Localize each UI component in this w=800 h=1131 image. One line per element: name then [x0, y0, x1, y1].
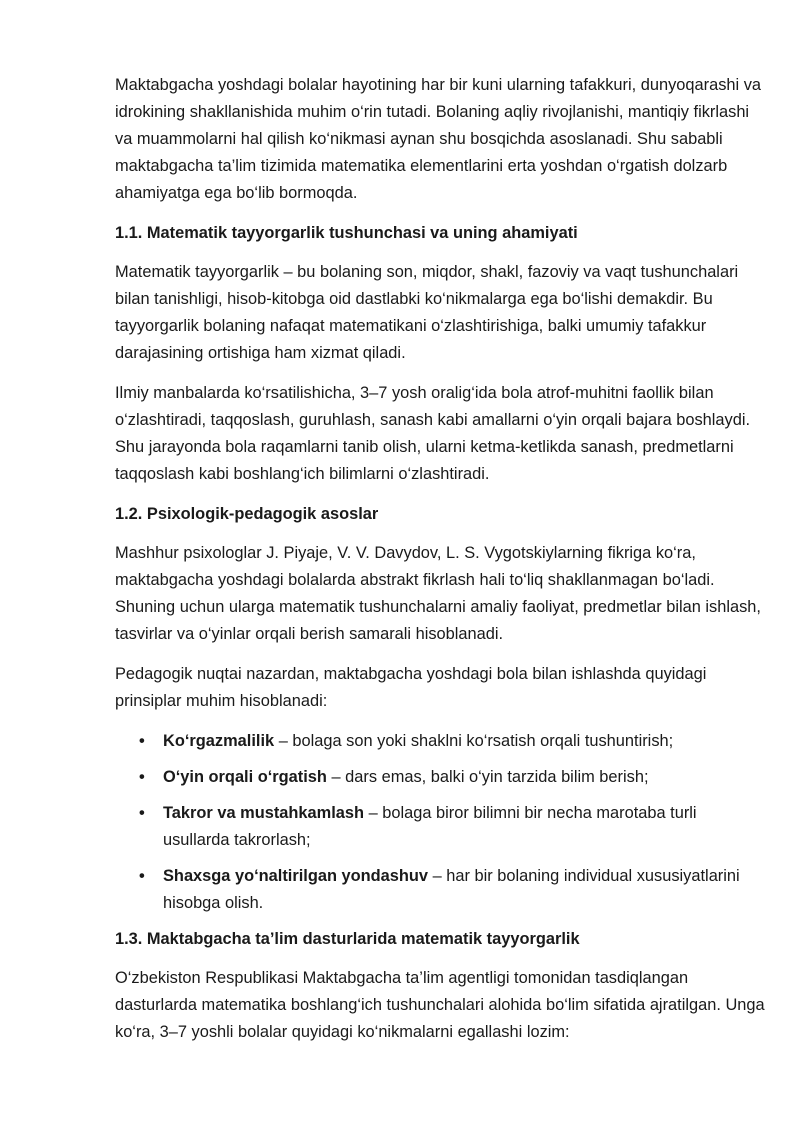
principle-description: – bolaga son yoki shaklni ko‘rsatish orqali tushuntirish;: [274, 732, 674, 750]
principle-term: Shaxsga yo‘naltirilgan yondashuv: [163, 867, 429, 885]
principles-list: [115, 728, 765, 917]
list-item: [115, 764, 765, 791]
section-1-2-paragraph-1: Mashhur psixologlar J. Piyaje, V. V. Davydov, L. S. Vygotskiylarning fikriga ko‘ra, maktabgacha yoshdagi bolalarda abstrakt fikrlash hali to‘liq shakllanmagan bo‘ladi. Shuning uchun ularga matematik tushunchalarni amaliy faoliyat, predmetlar bilan ishlash, tasvirlar va o‘yinlar orqali berish samarali hisoblanadi.: [115, 544, 761, 643]
principle-term: Ko‘rgazmalilik: [163, 732, 275, 750]
section-heading-1-2: 1.2. Psixologik-pedagogik asoslar: [115, 505, 379, 523]
section-1-3-paragraph-1: O‘zbekiston Respublikasi Maktabgacha ta’lim agentligi tomonidan tasdiqlangan dasturlarda matematika boshlang‘ich tushunchalari alohida bo‘lim sifatida ajratilgan. Unga ko‘ra, 3–7 yoshli bolalar quyidagi ko‘nikmalarni egallashi lozim:: [115, 969, 765, 1041]
bullet-icon: •: [139, 867, 145, 885]
bullet-icon: •: [139, 732, 145, 750]
list-item: [115, 863, 765, 917]
principle-description: – bolaga biror bilimni bir necha marotaba turli usullarda takrorlash;: [163, 804, 697, 849]
principle-term: Takror va mustahkamlash: [163, 804, 365, 822]
principle-term: O‘yin orqali o‘rgatish: [163, 768, 327, 786]
bullet-icon: •: [139, 804, 145, 822]
section-1-1-paragraph-1: Matematik tayyorgarlik – bu bolaning son, miqdor, shakl, fazoviy va vaqt tushunchalari bilan tanishligi, hisob-kitobga oid dastlabki ko‘nikmalarga ega bo‘lishi demakdir. Bu tayyorgarlik bolaning nafaqat matematikani o‘zlashtirishiga, balki umumiy tafakkur darajasining ortishiga ham xizmat qiladi.: [115, 263, 739, 362]
list-item: [115, 728, 765, 755]
section-heading-1-3: 1.3. Maktabgacha ta’lim dasturlarida matematik tayyorgarlik: [115, 930, 580, 948]
bullet-icon: •: [139, 768, 145, 786]
intro-paragraph: Maktabgacha yoshdagi bolalar hayotining har bir kuni ularning tafakkuri, dunyoqarashi va idrokining shakllanishida muhim o‘rin tutadi. Bolaning aqliy rivojlanishi, mantiqiy fikrlashi va muammolarni hal qilish ko‘nikmasi aynan shu bosqichda asoslanadi. Shu sababli maktabgacha ta’lim tizimida matematika elementlarini erta yoshdan o‘rgatish dolzarb ahamiyatga ega bo‘lib bormoqda.: [115, 76, 762, 202]
section-1-1-paragraph-2: Ilmiy manbalarda ko‘rsatilishicha, 3–7 yosh oralig‘ida bola atrof-muhitni faollik bilan o‘zlashtiradi, taqqoslash, guruhlash, sanash kabi amallarni o‘yin orqali bajara boshlaydi. Shu jarayonda bola raqamlarni tanib olish, ularni ketma-ketlikda sanash, predmetlarni taqqoslash kabi boshlang‘ich bilimlarni o‘zlashtiradi.: [115, 384, 751, 483]
section-1-2-paragraph-2: Pedagogik nuqtai nazardan, maktabgacha yoshdagi bola bilan ishlashda quyidagi prinsiplar muhim hisoblanadi:: [115, 665, 707, 710]
document-page: [115, 72, 765, 1059]
principle-description: – dars emas, balki o‘yin tarzida bilim berish;: [326, 768, 649, 786]
list-item: [115, 800, 765, 854]
principle-description: – har bir bolaning individual xususiyatlarini hisobga olish.: [163, 867, 740, 912]
section-heading-1-1: 1.1. Matematik tayyorgarlik tushunchasi va uning ahamiyati: [115, 224, 578, 242]
